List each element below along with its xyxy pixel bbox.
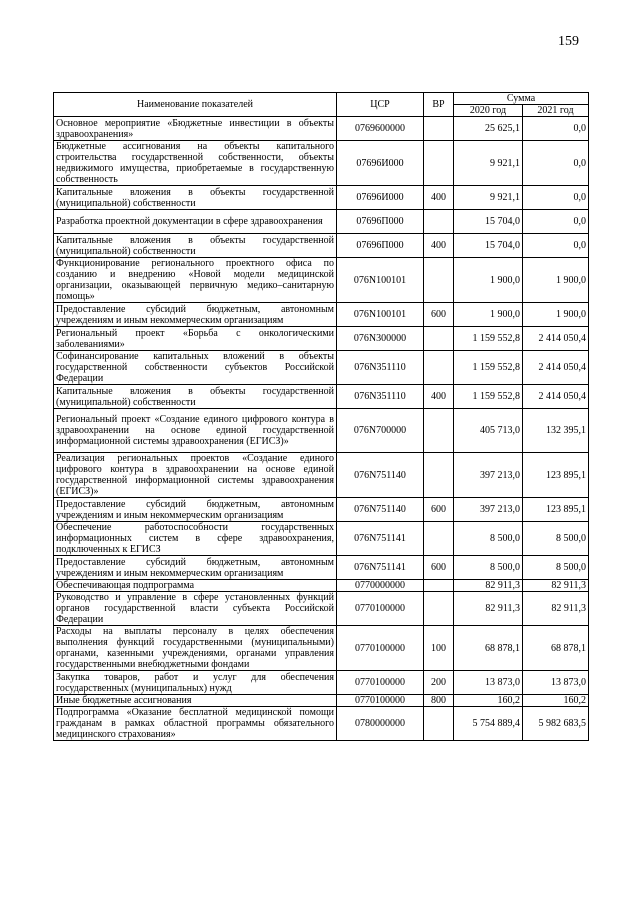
- row-vr: [424, 210, 454, 234]
- row-sum-2021: 2 414 050,4: [523, 385, 589, 409]
- row-csr: 076N751141: [337, 522, 424, 556]
- row-csr: 0780000000: [337, 707, 424, 741]
- row-name: Руководство и управление в сфере установленных функций органов государственной власти субъекта Российской Федерации: [54, 592, 337, 626]
- row-name: Реализация региональных проектов «Создание единого цифрового контура в здравоохранении на основе единой государственной информационной системы здравоохранения (ЕГИСЗ)»: [54, 453, 337, 498]
- table-row: [54, 695, 589, 707]
- row-sum-2021: 8 500,0: [523, 522, 589, 556]
- row-sum-2021: 1 900,0: [523, 303, 589, 327]
- row-sum-2021: 132 395,1: [523, 409, 589, 453]
- row-name: Функционирование регионального проектного офиса по созданию и внедрению «Новой модели медицинской организации, оказывающей первичную медико–санитарную помощь»: [54, 258, 337, 303]
- row-vr: [424, 707, 454, 741]
- row-sum-2021: 0,0: [523, 186, 589, 210]
- row-vr: [424, 592, 454, 626]
- row-vr: 600: [424, 303, 454, 327]
- page-number: 159: [558, 34, 579, 49]
- row-sum-2021: 8 500,0: [523, 556, 589, 580]
- row-sum-2020: 15 704,0: [454, 234, 523, 258]
- row-sum-2020: 8 500,0: [454, 556, 523, 580]
- row-csr: 0770100000: [337, 626, 424, 671]
- table-row: [54, 707, 589, 741]
- row-sum-2021: 0,0: [523, 141, 589, 186]
- row-name: Основное мероприятие «Бюджетные инвестиции в объекты здравоохранения»: [54, 117, 337, 141]
- row-csr: 07696И000: [337, 141, 424, 186]
- row-sum-2021: 2 414 050,4: [523, 327, 589, 351]
- row-csr: 0769600000: [337, 117, 424, 141]
- row-sum-2020: 82 911,3: [454, 580, 523, 592]
- row-name: Региональный проект «Борьба с онкологическими заболеваниями»: [54, 327, 337, 351]
- row-sum-2020: 25 625,1: [454, 117, 523, 141]
- row-vr: 100: [424, 626, 454, 671]
- table-row: [54, 117, 589, 141]
- row-name: Разработка проектной документации в сфере здравоохранения: [54, 210, 337, 234]
- row-csr: 076N100101: [337, 258, 424, 303]
- row-sum-2020: 13 873,0: [454, 671, 523, 695]
- row-csr: 0770100000: [337, 592, 424, 626]
- row-name: Софинансирование капитальных вложений в объекты государственной собственности субъектов Российской Федерации: [54, 351, 337, 385]
- budget-table: [53, 92, 589, 741]
- row-vr: [424, 522, 454, 556]
- row-sum-2021: 1 900,0: [523, 258, 589, 303]
- row-name: Региональный проект «Создание единого цифрового контура в здравоохранении на основе единой государственной информационной системы здравоохранения (ЕГИСЗ)»: [54, 409, 337, 453]
- row-sum-2020: 160,2: [454, 695, 523, 707]
- row-vr: 800: [424, 695, 454, 707]
- table-row: [54, 258, 589, 303]
- table-body: [54, 117, 589, 741]
- row-csr: 07696П000: [337, 210, 424, 234]
- row-vr: 200: [424, 671, 454, 695]
- table-row: [54, 234, 589, 258]
- table-row: [54, 186, 589, 210]
- row-name: Иные бюджетные ассигнования: [54, 695, 337, 707]
- header-vr: ВР: [424, 93, 454, 117]
- row-name: Закупка товаров, работ и услуг для обеспечения государственных (муниципальных) нужд: [54, 671, 337, 695]
- row-sum-2021: 82 911,3: [523, 580, 589, 592]
- row-vr: 600: [424, 498, 454, 522]
- table-row: [54, 453, 589, 498]
- table-row: [54, 626, 589, 671]
- row-sum-2020: 68 878,1: [454, 626, 523, 671]
- row-csr: 076N351110: [337, 351, 424, 385]
- row-vr: [424, 327, 454, 351]
- row-sum-2021: 123 895,1: [523, 453, 589, 498]
- row-sum-2020: 1 159 552,8: [454, 385, 523, 409]
- row-sum-2020: 1 900,0: [454, 303, 523, 327]
- row-name: Предоставление субсидий бюджетным, автономным учреждениям и иным некоммерческим организациям: [54, 498, 337, 522]
- header-2021: 2021 год: [523, 105, 589, 117]
- row-csr: 076N751140: [337, 498, 424, 522]
- table-row: [54, 141, 589, 186]
- row-sum-2021: 2 414 050,4: [523, 351, 589, 385]
- header-name: Наименование показателей: [54, 93, 337, 117]
- row-sum-2020: 1 900,0: [454, 258, 523, 303]
- row-vr: 400: [424, 186, 454, 210]
- table-row: [54, 592, 589, 626]
- row-vr: [424, 351, 454, 385]
- table-row: [54, 671, 589, 695]
- row-csr: 07696П000: [337, 234, 424, 258]
- row-name: Капитальные вложения в объекты государственной (муниципальной) собственности: [54, 186, 337, 210]
- row-sum-2021: 123 895,1: [523, 498, 589, 522]
- table-row: [54, 498, 589, 522]
- table-row: [54, 385, 589, 409]
- row-name: Подпрограмма «Оказание бесплатной медицинской помощи гражданам в рамках областной программы обязательного медицинского страхования»: [54, 707, 337, 741]
- row-vr: 400: [424, 385, 454, 409]
- row-name: Капитальные вложения в объекты государственной (муниципальной) собственности: [54, 385, 337, 409]
- row-sum-2021: 0,0: [523, 234, 589, 258]
- row-sum-2021: 0,0: [523, 117, 589, 141]
- row-csr: 076N351110: [337, 385, 424, 409]
- row-sum-2020: 9 921,1: [454, 141, 523, 186]
- row-vr: 600: [424, 556, 454, 580]
- row-csr: 076N751141: [337, 556, 424, 580]
- row-csr: 076N751140: [337, 453, 424, 498]
- row-vr: [424, 453, 454, 498]
- row-sum-2021: 82 911,3: [523, 592, 589, 626]
- header-2020: 2020 год: [454, 105, 523, 117]
- row-csr: 076N100101: [337, 303, 424, 327]
- row-sum-2020: 82 911,3: [454, 592, 523, 626]
- row-csr: 0770100000: [337, 671, 424, 695]
- row-sum-2020: 397 213,0: [454, 453, 523, 498]
- header-sum: Сумма: [454, 93, 589, 105]
- table-row: [54, 210, 589, 234]
- row-vr: [424, 409, 454, 453]
- row-sum-2020: 1 159 552,8: [454, 351, 523, 385]
- table-row: [54, 580, 589, 592]
- table-row: [54, 556, 589, 580]
- table-row: [54, 522, 589, 556]
- row-name: Бюджетные ассигнования на объекты капитального строительства государственной собственности, объекты недвижимого имущества, приобретаемые в государственную собственность: [54, 141, 337, 186]
- row-csr: 07696И000: [337, 186, 424, 210]
- row-vr: 400: [424, 234, 454, 258]
- row-csr: 0770000000: [337, 580, 424, 592]
- row-name: Обеспечение работоспособности государственных информационных систем в сфере здравоохранения, подключенных к ЕГИСЗ: [54, 522, 337, 556]
- row-name: Капитальные вложения в объекты государственной (муниципальной) собственности: [54, 234, 337, 258]
- row-name: Обеспечивающая подпрограмма: [54, 580, 337, 592]
- row-vr: [424, 117, 454, 141]
- row-csr: 076N700000: [337, 409, 424, 453]
- table-row: [54, 327, 589, 351]
- row-name: Расходы на выплаты персоналу в целях обеспечения выполнения функций государственными (муниципальными) органами, казенными учреждениями, органами управления государственными внебюджетными фондами: [54, 626, 337, 671]
- row-sum-2020: 397 213,0: [454, 498, 523, 522]
- row-sum-2020: 8 500,0: [454, 522, 523, 556]
- row-vr: [424, 580, 454, 592]
- row-vr: [424, 141, 454, 186]
- row-sum-2020: 1 159 552,8: [454, 327, 523, 351]
- table-row: [54, 303, 589, 327]
- table-row: [54, 351, 589, 385]
- row-sum-2021: 5 982 683,5: [523, 707, 589, 741]
- row-sum-2020: 9 921,1: [454, 186, 523, 210]
- row-sum-2021: 68 878,1: [523, 626, 589, 671]
- row-sum-2021: 160,2: [523, 695, 589, 707]
- row-csr: 076N300000: [337, 327, 424, 351]
- row-vr: [424, 258, 454, 303]
- table-row: [54, 409, 589, 453]
- row-name: Предоставление субсидий бюджетным, автономным учреждениям и иным некоммерческим организациям: [54, 303, 337, 327]
- header-csr: ЦСР: [337, 93, 424, 117]
- row-sum-2020: 405 713,0: [454, 409, 523, 453]
- row-sum-2020: 15 704,0: [454, 210, 523, 234]
- row-sum-2021: 13 873,0: [523, 671, 589, 695]
- row-sum-2020: 5 754 889,4: [454, 707, 523, 741]
- row-sum-2021: 0,0: [523, 210, 589, 234]
- row-csr: 0770100000: [337, 695, 424, 707]
- row-name: Предоставление субсидий бюджетным, автономным учреждениям и иным некоммерческим организациям: [54, 556, 337, 580]
